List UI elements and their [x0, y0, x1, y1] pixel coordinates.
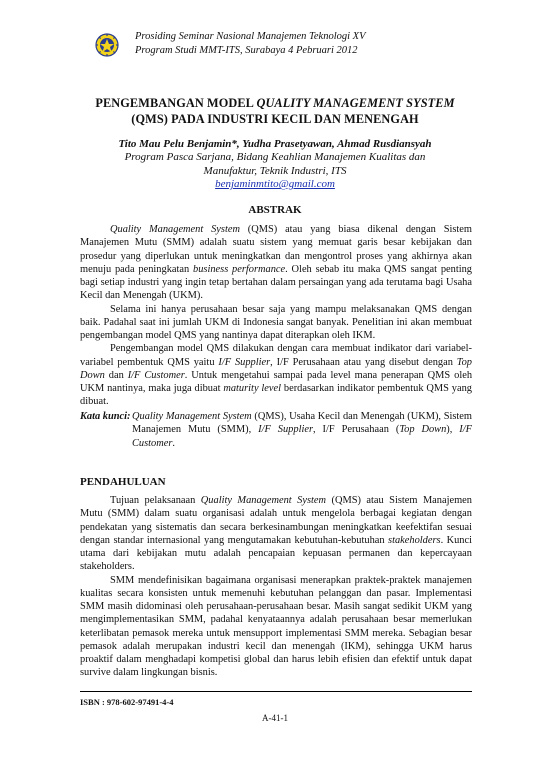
keyword-run: (QMS), Usaha Kecil dan Menengah (UKM), Sistem Manajemen Mutu (SMM), [132, 411, 472, 436]
isbn: ISBN : 978-602-97491-4-4 [80, 697, 174, 707]
section-heading-pendahuluan: PENDAHULUAN [80, 476, 166, 488]
text-run: (QMS) atau Sistem Manajemen Mutu (SMM) dalam suatu organisasi adalah untuk mengelola berbagai kegiatan dengan pendekatan yang sistematis dan secara berkesinambungan meningkatkan keefektifan sesuai dengan standar internasional yang mengutamakan kebutuhan-kebutuhan [80, 495, 472, 546]
keywords [80, 410, 472, 450]
text-run: dan [104, 369, 128, 381]
abstract-paragraph-1 [80, 223, 472, 303]
term-if-customer: I/F Customer [127, 369, 185, 381]
text-run: . Oleh sebab itu maka QMS sangat penting bagi setiap industri yang ingin tetap bertahan dalam persaingan yang ada terutama bagi Usaha Kecil dan Menengah (UKM). [80, 263, 472, 302]
intro-paragraph-2: SMM mendefinisikan bagaimana organisasi menerapkan praktek-praktek manajemen kualitas secara konsisten untuk memenuhi kebutuhan pelanggan dan pasar. Implementasi SMM masih didominasi oleh perusahaan-perusahaan besar. Masih sangat sedikit UKM yang mengimplementasikan SMM, padahal kenyataannya adalah perusahaan besar memerlukan keterlibatan pemasok mereka untuk mensupport implementasi SMM mereka. Sebagian besar pemasok adalah merupakan industri kecil dan menengah (IKM), sehingga UKM harus proaktif dalam menghadapi kompetisi global dan harus lebih efisien dan efektif untuk dapat survive dalam lingkungan bisnis. [80, 574, 472, 679]
term-stakeholders: stakeholders [388, 534, 441, 546]
term-maturity-level: maturity level [223, 383, 282, 394]
term-business-performance: business performance [193, 263, 286, 275]
page-number: A-41-1 [262, 713, 288, 723]
term-qms: Quality Management System [110, 224, 240, 235]
keywords-list [132, 410, 472, 450]
affiliation-line1: Program Pasca Sarjana, Bidang Keahlian Manajemen Kualitas dan [124, 151, 426, 163]
abstract-paragraph-2: Selama ini hanya perusahaan besar saja yang mampu melaksanakan QMS dengan baik. Padahal saat ini jumlah UKM di Indonesia sangat banyak. Penelitian ini akan membuat pengembangan model QMS yang nantinya dapat diterapkan oleh IKM. [80, 303, 472, 341]
abstract-body [80, 223, 472, 409]
term-top-down: Top Down [80, 356, 472, 381]
keyword-run: Top Down [399, 424, 447, 436]
keyword-run: . [172, 437, 176, 449]
author-email-link[interactable]: benjaminmtito@gmail.com [215, 178, 335, 191]
text-run: Pengembangan model QMS dilakukan dengan cara membuat indikator dari variabel-variabel pembentuk QMS yaitu [80, 343, 472, 368]
text-run: . Untuk mengetahui sampai pada level mana penerapan QMS oleh UKM nantinya, maka juga dibuat [80, 369, 473, 394]
keyword-run: I/F Customer [132, 424, 472, 449]
keyword-run: Quality Management System [132, 411, 252, 422]
abstract-heading: ABSTRAK [248, 204, 302, 216]
term-if-supplier: I/F Supplier [218, 356, 271, 368]
intro-paragraph-1 [80, 494, 472, 574]
affiliation [120, 151, 430, 192]
text-run: , I/F Perusahaan atau yang disebut dengan [270, 356, 457, 368]
term-qms: Quality Management System [200, 495, 327, 506]
text-run: Tujuan pelaksanaan [110, 495, 201, 506]
abstract-paragraph-3 [80, 342, 472, 408]
keyword-run: ), [446, 424, 460, 436]
introduction-body [80, 494, 472, 680]
its-logo-icon [95, 33, 119, 57]
keyword-run: , I/F Perusahaan ( [313, 424, 400, 436]
conference-name: Prosiding Seminar Nasional Manajemen Teknologi XV [135, 31, 366, 42]
title-line2: (QMS) PADA INDUSTRI KECIL DAN MENENGAH [131, 112, 419, 126]
conference-header [135, 30, 366, 58]
text-run: . Kunci utama dari kebijakan mutu adalah pencapaian kepuasan permanen dan kepercayaan stakeholders. [80, 534, 472, 573]
affiliation-line2: Manufaktur, Teknik Industri, ITS [203, 164, 347, 177]
title-line1-italic: QUALITY MANAGEMENT SYSTEM [256, 96, 455, 110]
keyword-run: I/F Supplier [258, 424, 313, 436]
text-run: berdasarkan indikator pembentuk QMS yang dibuat. [80, 383, 472, 408]
paper-title [40, 95, 510, 127]
keywords-label: Kata kunci: [80, 411, 131, 422]
conference-venue: Program Studi MMT-ITS, Surabaya 4 Pebruari 2012 [135, 45, 358, 56]
authors: Tito Mau Pelu Benjamin*, Yudha Prasetyawan, Ahmad Rusdiansyah [118, 138, 432, 150]
footer-divider [80, 691, 472, 692]
text-run: (QMS) atau yang biasa dikenal dengan Sistem Manajemen Mutu (SMM) adalah suatu sistem yang memuat garis besar kebijakan dan prosedur yang diperlukan untuk meningkatkan dan mengontrol proses yang akhirnya akan menuju pada peningkatan [80, 224, 472, 275]
title-line1-plain: PENGEMBANGAN MODEL [95, 96, 257, 110]
